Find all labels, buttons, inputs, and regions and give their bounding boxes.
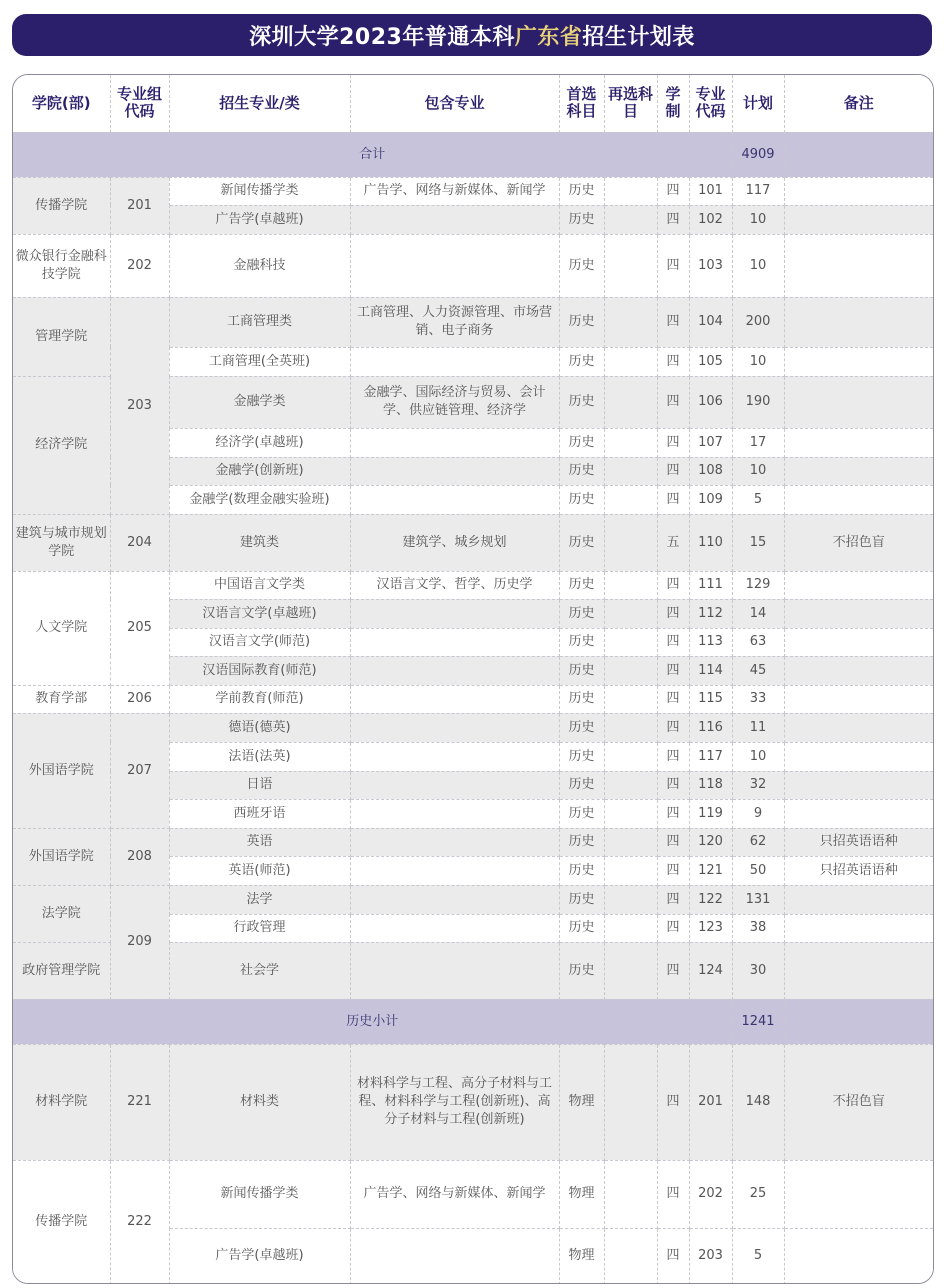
college-cell: 政府管理学院 (13, 942, 110, 999)
includes-cell (350, 428, 559, 457)
note-cell (784, 234, 933, 297)
plan-cell: 45 (732, 656, 784, 685)
includes-cell: 工商管理、人力资源管理、市场营销、电子商务 (350, 297, 559, 347)
header-second-subject: 再选科目 (604, 75, 657, 132)
major-cell: 经济学(卓越班) (169, 428, 350, 457)
table-row (13, 514, 933, 571)
first-subject-cell: 历史 (559, 771, 604, 799)
includes-cell (350, 914, 559, 942)
plan-cell: 200 (732, 297, 784, 347)
major-code-cell: 120 (689, 828, 732, 856)
history-subtotal-label: 历史小计 (13, 999, 732, 1044)
includes-cell: 广告学、网络与新媒体、新闻学 (350, 177, 559, 205)
duration-cell: 四 (657, 914, 689, 942)
group-code-cell: 203 (110, 297, 169, 514)
duration-cell: 四 (657, 885, 689, 914)
first-subject-cell: 历史 (559, 885, 604, 914)
second-subject-cell (604, 376, 657, 428)
plan-cell: 33 (732, 685, 784, 713)
duration-cell: 四 (657, 942, 689, 999)
note-cell (784, 457, 933, 485)
second-subject-cell (604, 428, 657, 457)
major-cell: 金融学(创新班) (169, 457, 350, 485)
college-cell: 传播学院 (13, 1160, 110, 1284)
duration-cell: 四 (657, 828, 689, 856)
table-row (13, 1160, 933, 1228)
second-subject-cell (604, 347, 657, 376)
major-cell: 金融学类 (169, 376, 350, 428)
header-major: 招生专业/类 (169, 75, 350, 132)
college-cell: 法学院 (13, 885, 110, 942)
table-row (13, 685, 933, 713)
second-subject-cell (604, 1228, 657, 1284)
second-subject-cell (604, 297, 657, 347)
major-cell: 金融科技 (169, 234, 350, 297)
title-suffix: 招生计划表 (582, 24, 695, 50)
header-includes: 包含专业 (350, 75, 559, 132)
major-code-cell: 107 (689, 428, 732, 457)
plan-cell: 5 (732, 485, 784, 514)
note-cell (784, 1228, 933, 1284)
second-subject-cell (604, 234, 657, 297)
includes-cell (350, 771, 559, 799)
first-subject-cell: 历史 (559, 457, 604, 485)
major-cell: 新闻传播学类 (169, 1160, 350, 1228)
plan-cell: 15 (732, 514, 784, 571)
note-cell (784, 599, 933, 628)
plan-cell: 17 (732, 428, 784, 457)
note-cell (784, 347, 933, 376)
plan-cell: 10 (732, 234, 784, 297)
major-cell: 英语 (169, 828, 350, 856)
group-code-cell: 201 (110, 177, 169, 234)
note-cell: 不招色盲 (784, 514, 933, 571)
includes-cell: 金融学、国际经济与贸易、会计学、供应链管理、经济学 (350, 376, 559, 428)
includes-cell (350, 942, 559, 999)
table-row (13, 234, 933, 297)
second-subject-cell (604, 856, 657, 885)
first-subject-cell: 历史 (559, 571, 604, 599)
first-subject-cell: 历史 (559, 514, 604, 571)
duration-cell: 四 (657, 177, 689, 205)
note-cell (784, 713, 933, 742)
duration-cell: 四 (657, 799, 689, 828)
second-subject-cell (604, 656, 657, 685)
group-code-cell: 222 (110, 1160, 169, 1284)
plan-cell: 14 (732, 599, 784, 628)
first-subject-cell: 历史 (559, 177, 604, 205)
first-subject-cell: 历史 (559, 828, 604, 856)
plan-cell: 190 (732, 376, 784, 428)
plan-cell: 5 (732, 1228, 784, 1284)
includes-cell (350, 205, 559, 234)
first-subject-cell: 历史 (559, 428, 604, 457)
major-cell: 法语(法英) (169, 742, 350, 771)
first-subject-cell: 历史 (559, 628, 604, 656)
major-cell: 汉语国际教育(师范) (169, 656, 350, 685)
major-code-cell: 108 (689, 457, 732, 485)
major-cell: 社会学 (169, 942, 350, 999)
major-cell: 工商管理类 (169, 297, 350, 347)
second-subject-cell (604, 457, 657, 485)
major-code-cell: 118 (689, 771, 732, 799)
note-cell (784, 885, 933, 914)
header-group-code: 专业组代码 (110, 75, 169, 132)
includes-cell (350, 457, 559, 485)
duration-cell: 四 (657, 571, 689, 599)
second-subject-cell (604, 685, 657, 713)
note-cell (784, 942, 933, 999)
major-code-cell: 102 (689, 205, 732, 234)
note-cell: 不招色盲 (784, 1044, 933, 1160)
college-cell: 外国语学院 (13, 713, 110, 828)
includes-cell (350, 742, 559, 771)
plan-cell: 131 (732, 885, 784, 914)
includes-cell (350, 799, 559, 828)
second-subject-cell (604, 1044, 657, 1160)
duration-cell: 四 (657, 347, 689, 376)
first-subject-cell: 物理 (559, 1160, 604, 1228)
duration-cell: 四 (657, 457, 689, 485)
includes-cell (350, 234, 559, 297)
duration-cell: 四 (657, 771, 689, 799)
major-cell: 汉语言文学(师范) (169, 628, 350, 656)
major-cell: 金融学(数理金融实验班) (169, 485, 350, 514)
major-code-cell: 106 (689, 376, 732, 428)
header-row (13, 75, 933, 132)
major-code-cell: 104 (689, 297, 732, 347)
group-code-cell: 208 (110, 828, 169, 885)
second-subject-cell (604, 1160, 657, 1228)
header-plan: 计划 (732, 75, 784, 132)
plan-cell: 11 (732, 713, 784, 742)
major-cell: 日语 (169, 771, 350, 799)
plan-cell: 30 (732, 942, 784, 999)
table-row (13, 713, 933, 742)
title-highlight: 广东省 (514, 24, 583, 50)
table-row (13, 297, 933, 347)
total-row (13, 132, 933, 177)
includes-cell (350, 856, 559, 885)
includes-cell (350, 685, 559, 713)
second-subject-cell (604, 799, 657, 828)
note-cell (784, 485, 933, 514)
includes-cell: 汉语言文学、哲学、历史学 (350, 571, 559, 599)
first-subject-cell: 历史 (559, 297, 604, 347)
second-subject-cell (604, 628, 657, 656)
note-cell: 只招英语语种 (784, 828, 933, 856)
table-row (13, 828, 933, 856)
plan-cell: 148 (732, 1044, 784, 1160)
college-cell: 建筑与城市规划学院 (13, 514, 110, 571)
second-subject-cell (604, 514, 657, 571)
note-cell (784, 685, 933, 713)
first-subject-cell: 历史 (559, 742, 604, 771)
major-code-cell: 117 (689, 742, 732, 771)
group-code-cell: 205 (110, 571, 169, 685)
major-code-cell: 122 (689, 885, 732, 914)
note-cell (784, 376, 933, 428)
major-code-cell: 105 (689, 347, 732, 376)
major-code-cell: 113 (689, 628, 732, 656)
group-code-cell: 207 (110, 713, 169, 828)
major-code-cell: 202 (689, 1160, 732, 1228)
first-subject-cell: 历史 (559, 914, 604, 942)
first-subject-cell: 历史 (559, 347, 604, 376)
major-code-cell: 123 (689, 914, 732, 942)
major-cell: 德语(德英) (169, 713, 350, 742)
first-subject-cell: 物理 (559, 1044, 604, 1160)
note-cell (784, 656, 933, 685)
first-subject-cell: 历史 (559, 799, 604, 828)
major-code-cell: 101 (689, 177, 732, 205)
group-code-cell: 221 (110, 1044, 169, 1160)
college-cell: 经济学院 (13, 376, 110, 514)
first-subject-cell: 历史 (559, 856, 604, 885)
includes-cell (350, 885, 559, 914)
first-subject-cell: 物理 (559, 1228, 604, 1284)
plan-cell: 50 (732, 856, 784, 885)
duration-cell: 四 (657, 376, 689, 428)
header-college: 学院(部) (13, 75, 110, 132)
includes-cell (350, 713, 559, 742)
second-subject-cell (604, 742, 657, 771)
note-cell (784, 205, 933, 234)
plan-cell: 10 (732, 457, 784, 485)
major-code-cell: 124 (689, 942, 732, 999)
includes-cell (350, 485, 559, 514)
major-cell: 英语(师范) (169, 856, 350, 885)
duration-cell: 四 (657, 297, 689, 347)
major-code-cell: 110 (689, 514, 732, 571)
group-code-cell: 204 (110, 514, 169, 571)
header-first-subject: 首选科目 (559, 75, 604, 132)
major-code-cell: 112 (689, 599, 732, 628)
major-code-cell: 203 (689, 1228, 732, 1284)
page-title (12, 14, 932, 56)
plan-cell: 25 (732, 1160, 784, 1228)
history-subtotal-note (784, 999, 933, 1044)
duration-cell: 四 (657, 599, 689, 628)
second-subject-cell (604, 771, 657, 799)
note-cell (784, 571, 933, 599)
plan-cell: 117 (732, 177, 784, 205)
duration-cell: 四 (657, 628, 689, 656)
duration-cell: 五 (657, 514, 689, 571)
table-row (13, 1044, 933, 1160)
header-note: 备注 (784, 75, 933, 132)
includes-cell: 广告学、网络与新媒体、新闻学 (350, 1160, 559, 1228)
note-cell (784, 428, 933, 457)
second-subject-cell (604, 885, 657, 914)
plan-cell: 63 (732, 628, 784, 656)
first-subject-cell: 历史 (559, 713, 604, 742)
note-cell (784, 297, 933, 347)
major-code-cell: 201 (689, 1044, 732, 1160)
header-major-code: 专业代码 (689, 75, 732, 132)
duration-cell: 四 (657, 485, 689, 514)
plan-cell: 9 (732, 799, 784, 828)
first-subject-cell: 历史 (559, 376, 604, 428)
note-cell (784, 1160, 933, 1228)
duration-cell: 四 (657, 685, 689, 713)
major-cell: 新闻传播学类 (169, 177, 350, 205)
plan-cell: 10 (732, 742, 784, 771)
major-code-cell: 103 (689, 234, 732, 297)
major-cell: 材料类 (169, 1044, 350, 1160)
second-subject-cell (604, 914, 657, 942)
second-subject-cell (604, 177, 657, 205)
first-subject-cell: 历史 (559, 205, 604, 234)
major-cell: 行政管理 (169, 914, 350, 942)
includes-cell (350, 1228, 559, 1284)
major-code-cell: 111 (689, 571, 732, 599)
total-note (784, 132, 933, 177)
plan-cell: 38 (732, 914, 784, 942)
duration-cell: 四 (657, 1160, 689, 1228)
major-code-cell: 121 (689, 856, 732, 885)
duration-cell: 四 (657, 205, 689, 234)
college-cell: 教育学部 (13, 685, 110, 713)
duration-cell: 四 (657, 1228, 689, 1284)
second-subject-cell (604, 571, 657, 599)
duration-cell: 四 (657, 742, 689, 771)
duration-cell: 四 (657, 713, 689, 742)
duration-cell: 四 (657, 856, 689, 885)
college-cell: 材料学院 (13, 1044, 110, 1160)
table-row (13, 571, 933, 599)
major-code-cell: 115 (689, 685, 732, 713)
plan-cell: 10 (732, 347, 784, 376)
total-plan: 4909 (732, 132, 784, 177)
plan-cell: 32 (732, 771, 784, 799)
second-subject-cell (604, 485, 657, 514)
first-subject-cell: 历史 (559, 656, 604, 685)
includes-cell (350, 828, 559, 856)
note-cell (784, 628, 933, 656)
first-subject-cell: 历史 (559, 942, 604, 999)
major-cell: 广告学(卓越班) (169, 205, 350, 234)
note-cell (784, 742, 933, 771)
includes-cell: 建筑学、城乡规划 (350, 514, 559, 571)
major-cell: 建筑类 (169, 514, 350, 571)
duration-cell: 四 (657, 234, 689, 297)
total-label: 合计 (13, 132, 732, 177)
table-row (13, 885, 933, 914)
major-code-cell: 114 (689, 656, 732, 685)
includes-cell (350, 599, 559, 628)
plan-cell: 62 (732, 828, 784, 856)
table-row (13, 177, 933, 205)
plan-cell: 10 (732, 205, 784, 234)
major-cell: 中国语言文学类 (169, 571, 350, 599)
first-subject-cell: 历史 (559, 485, 604, 514)
history-subtotal-row (13, 999, 933, 1044)
group-code-cell: 206 (110, 685, 169, 713)
college-cell: 传播学院 (13, 177, 110, 234)
note-cell (784, 799, 933, 828)
major-cell: 学前教育(师范) (169, 685, 350, 713)
duration-cell: 四 (657, 428, 689, 457)
history-subtotal-plan: 1241 (732, 999, 784, 1044)
college-cell: 管理学院 (13, 297, 110, 376)
major-cell: 西班牙语 (169, 799, 350, 828)
major-cell: 汉语言文学(卓越班) (169, 599, 350, 628)
college-cell: 外国语学院 (13, 828, 110, 885)
major-code-cell: 119 (689, 799, 732, 828)
group-code-cell: 209 (110, 885, 169, 999)
college-cell: 微众银行金融科技学院 (13, 234, 110, 297)
header-duration: 学制 (657, 75, 689, 132)
plan-cell: 129 (732, 571, 784, 599)
title-prefix: 深圳大学2023年普通本科 (249, 24, 515, 50)
includes-cell (350, 347, 559, 376)
major-code-cell: 116 (689, 713, 732, 742)
group-code-cell: 202 (110, 234, 169, 297)
second-subject-cell (604, 828, 657, 856)
first-subject-cell: 历史 (559, 685, 604, 713)
note-cell: 只招英语语种 (784, 856, 933, 885)
first-subject-cell: 历史 (559, 234, 604, 297)
second-subject-cell (604, 599, 657, 628)
second-subject-cell (604, 713, 657, 742)
includes-cell (350, 656, 559, 685)
includes-cell: 材料科学与工程、高分子材料与工程、材料科学与工程(创新班)、高分子材料与工程(创新班) (350, 1044, 559, 1160)
second-subject-cell (604, 205, 657, 234)
major-cell: 法学 (169, 885, 350, 914)
note-cell (784, 771, 933, 799)
second-subject-cell (604, 942, 657, 999)
first-subject-cell: 历史 (559, 599, 604, 628)
admission-plan-table (12, 74, 934, 1284)
college-cell: 人文学院 (13, 571, 110, 685)
major-cell: 广告学(卓越班) (169, 1228, 350, 1284)
note-cell (784, 914, 933, 942)
major-cell: 工商管理(全英班) (169, 347, 350, 376)
includes-cell (350, 628, 559, 656)
note-cell (784, 177, 933, 205)
duration-cell: 四 (657, 1044, 689, 1160)
major-code-cell: 109 (689, 485, 732, 514)
duration-cell: 四 (657, 656, 689, 685)
